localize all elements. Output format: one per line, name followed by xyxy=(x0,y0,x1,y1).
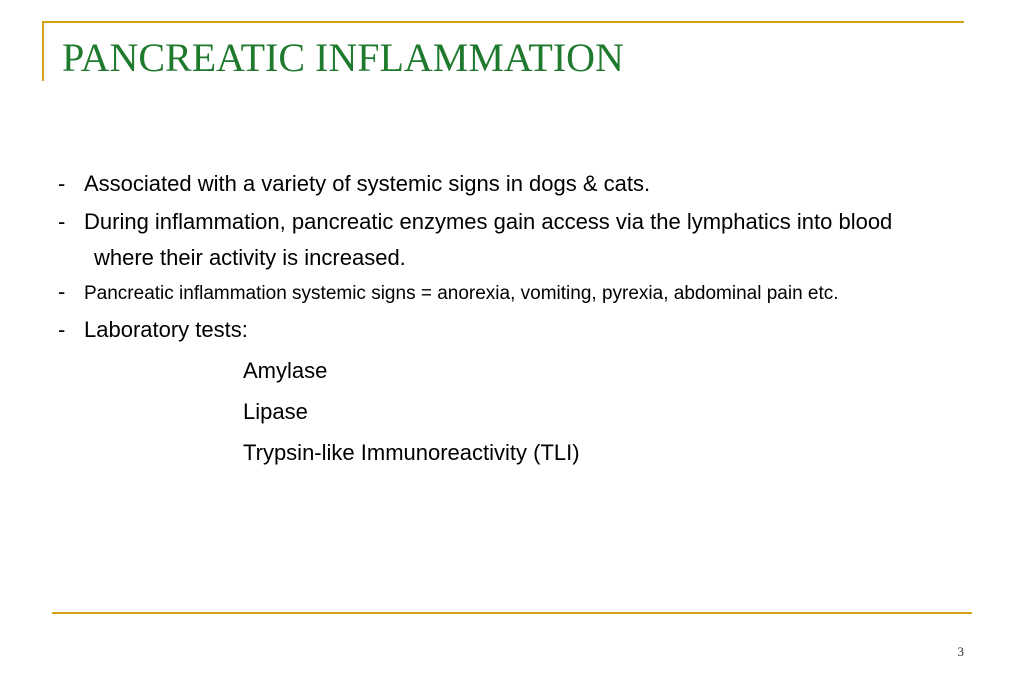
lab-test-item: Amylase xyxy=(243,358,328,383)
left-rule xyxy=(42,21,44,81)
bullet-item xyxy=(58,204,958,276)
lab-tests-list xyxy=(58,350,958,473)
slide-title: PANCREATIC INFLAMMATION xyxy=(62,35,624,80)
bottom-rule xyxy=(52,612,972,614)
bullet-text: Pancreatic inflammation systemic signs = anorexia, vomiting, pyrexia, abdominal pain etc. xyxy=(84,283,839,304)
bullet-dash: - xyxy=(58,279,66,304)
bullet-text: Laboratory tests: xyxy=(84,317,248,342)
page-number: 3 xyxy=(957,644,964,659)
top-rule xyxy=(42,21,964,23)
lab-test-item: Trypsin-like Immunoreactivity (TLI) xyxy=(243,440,580,465)
bullet-item xyxy=(58,278,958,310)
bullet-item xyxy=(58,312,958,348)
bullet-dash: - xyxy=(58,209,66,234)
bullet-dash: - xyxy=(58,171,66,196)
bullet-text: Associated with a variety of systemic signs in dogs & cats. xyxy=(84,171,651,196)
bullet-item xyxy=(58,166,958,202)
lab-test-item: Lipase xyxy=(243,399,308,424)
bullet-text: During inflammation, pancreatic enzymes gain access via the lymphatics into blood where their activity is increased. xyxy=(84,209,893,270)
bullet-dash: - xyxy=(58,317,66,342)
slide-body xyxy=(58,166,958,473)
